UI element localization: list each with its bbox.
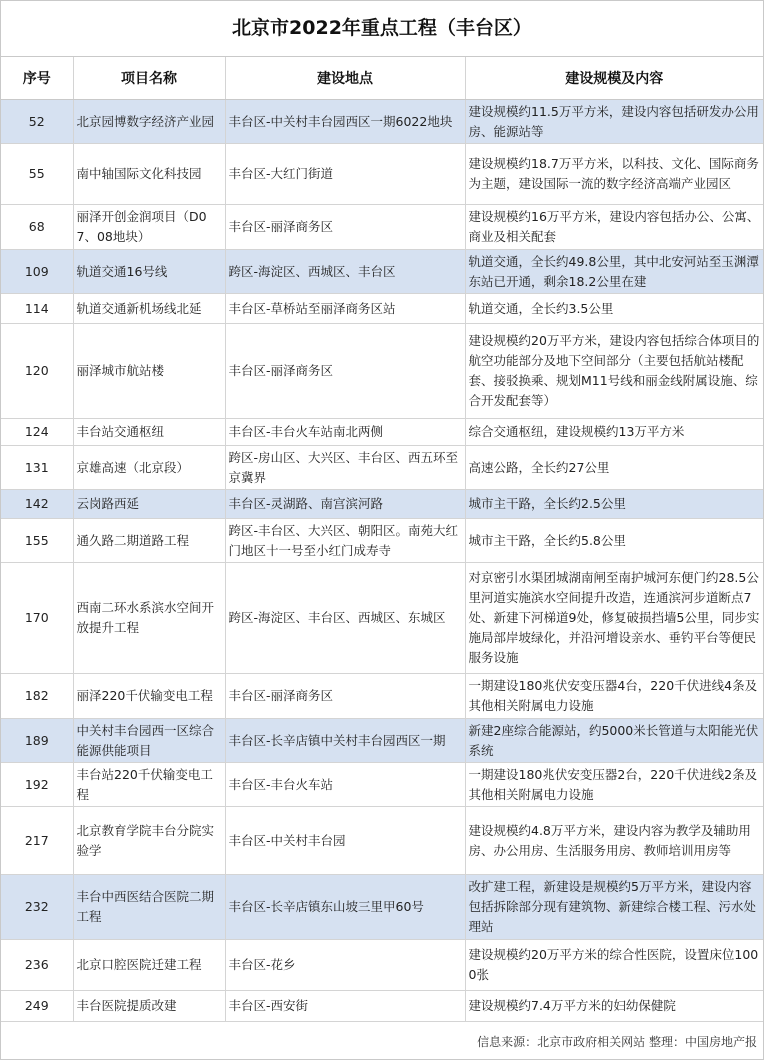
header-project-name: 项目名称 — [73, 57, 225, 100]
cell-location: 丰台区-中关村丰台园 — [225, 807, 465, 875]
cell-project-name: 丽泽220千伏输变电工程 — [73, 674, 225, 719]
cell-location: 跨区-房山区、大兴区、丰台区、西五环至京冀界 — [225, 446, 465, 490]
table-row — [1, 419, 763, 446]
cell-scope: 综合交通枢纽，建设规模约13万平方米 — [465, 419, 763, 446]
cell-project-name: 丰台医院提质改建 — [73, 991, 225, 1022]
cell-scope: 一期建设180兆伏安变压器4台，220千伏进线4条及其他相关附属电力设施 — [465, 674, 763, 719]
page-title: 北京市2022年重点工程（丰台区） — [1, 1, 763, 57]
cell-scope: 建设规模约18.7万平方米，以科技、文化、国际商务为主题，建设国际一流的数字经济高端产业园区 — [465, 144, 763, 205]
cell-location: 丰台区-丽泽商务区 — [225, 674, 465, 719]
cell-project-name: 丰台中西医结合医院二期工程 — [73, 875, 225, 940]
table-row — [1, 490, 763, 519]
table-header-row — [1, 57, 763, 100]
cell-location: 丰台区-丰台火车站南北两侧 — [225, 419, 465, 446]
cell-scope: 改扩建工程，新建设是规模约5万平方米，建设内容包括拆除部分现有建筑物、新建综合楼工程、污水处理站 — [465, 875, 763, 940]
cell-number: 182 — [1, 674, 73, 719]
cell-location: 丰台区-丽泽商务区 — [225, 324, 465, 419]
cell-scope: 建设规模约4.8万平方米，建设内容为教学及辅助用房、办公用房、生活服务用房、教师培训用房等 — [465, 807, 763, 875]
cell-project-name: 中关村丰台园西一区综合能源供能项目 — [73, 719, 225, 763]
cell-scope: 一期建设180兆伏安变压器2台，220千伏进线2条及其他相关附属电力设施 — [465, 763, 763, 807]
table-row — [1, 294, 763, 324]
cell-scope: 建设规模约16万平方米，建设内容包括办公、公寓、商业及相关配套 — [465, 205, 763, 250]
projects-table — [1, 57, 763, 1022]
cell-number: 217 — [1, 807, 73, 875]
table-row — [1, 250, 763, 294]
table-row — [1, 100, 763, 144]
cell-number: 68 — [1, 205, 73, 250]
table-row — [1, 446, 763, 490]
cell-number: 52 — [1, 100, 73, 144]
cell-location: 丰台区-长辛店镇中关村丰台园西区一期 — [225, 719, 465, 763]
cell-number: 142 — [1, 490, 73, 519]
cell-number: 192 — [1, 763, 73, 807]
cell-location: 丰台区-长辛店镇东山坡三里甲60号 — [225, 875, 465, 940]
table-row — [1, 940, 763, 991]
table-row — [1, 807, 763, 875]
cell-number: 155 — [1, 519, 73, 563]
cell-location: 丰台区-草桥站至丽泽商务区站 — [225, 294, 465, 324]
cell-project-name: 南中轴国际文化科技园 — [73, 144, 225, 205]
cell-location: 丰台区-花乡 — [225, 940, 465, 991]
cell-location: 跨区-海淀区、丰台区、西城区、东城区 — [225, 563, 465, 674]
cell-number: 124 — [1, 419, 73, 446]
cell-project-name: 丽泽开创金润项目（D07、08地块） — [73, 205, 225, 250]
header-scope: 建设规模及内容 — [465, 57, 763, 100]
cell-number: 131 — [1, 446, 73, 490]
table-row — [1, 674, 763, 719]
cell-scope: 建设规模约11.5万平方米，建设内容包括研发办公用房、能源站等 — [465, 100, 763, 144]
cell-project-name: 通久路二期道路工程 — [73, 519, 225, 563]
cell-project-name: 云岗路西延 — [73, 490, 225, 519]
table-row — [1, 519, 763, 563]
cell-scope: 城市主干路，全长约5.8公里 — [465, 519, 763, 563]
cell-number: 120 — [1, 324, 73, 419]
cell-number: 189 — [1, 719, 73, 763]
cell-project-name: 丰台站交通枢纽 — [73, 419, 225, 446]
cell-scope: 建设规模约20万平方米，建设内容包括综合体项目的航空功能部分及地下空间部分（主要包括航站楼配套、接驳换乘、规划M11号线和丽金线附属设施、综合开发配套等） — [465, 324, 763, 419]
cell-location: 丰台区-丰台火车站 — [225, 763, 465, 807]
table-row — [1, 763, 763, 807]
table-row — [1, 719, 763, 763]
table-row — [1, 563, 763, 674]
cell-number: 249 — [1, 991, 73, 1022]
table-row — [1, 324, 763, 419]
cell-scope: 建设规模约7.4万平方米的妇幼保健院 — [465, 991, 763, 1022]
cell-number: 55 — [1, 144, 73, 205]
cell-scope: 高速公路，全长约27公里 — [465, 446, 763, 490]
table-row — [1, 205, 763, 250]
cell-project-name: 丽泽城市航站楼 — [73, 324, 225, 419]
cell-location: 丰台区-灵湖路、南宫滨河路 — [225, 490, 465, 519]
cell-location: 丰台区-中关村丰台园西区一期6022地块 — [225, 100, 465, 144]
cell-project-name: 轨道交通16号线 — [73, 250, 225, 294]
source-footer: 信息来源：北京市政府相关网站 整理：中国房地产报 — [477, 1035, 757, 1049]
cell-scope: 轨道交通，全长约49.8公里，其中北安河站至玉渊潭东站已开通，剩余18.2公里在建 — [465, 250, 763, 294]
cell-project-name: 北京教育学院丰台分院实验学 — [73, 807, 225, 875]
cell-location: 跨区-丰台区、大兴区、朝阳区。南苑大红门地区十一号至小红门成寿寺 — [225, 519, 465, 563]
cell-number: 170 — [1, 563, 73, 674]
cell-number: 232 — [1, 875, 73, 940]
cell-location: 丰台区-丽泽商务区 — [225, 205, 465, 250]
cell-scope: 建设规模约20万平方米的综合性医院，设置床位1000张 — [465, 940, 763, 991]
cell-project-name: 北京园博数字经济产业园 — [73, 100, 225, 144]
cell-location: 丰台区-大红门街道 — [225, 144, 465, 205]
cell-project-name: 轨道交通新机场线北延 — [73, 294, 225, 324]
cell-number: 114 — [1, 294, 73, 324]
cell-scope: 轨道交通，全长约3.5公里 — [465, 294, 763, 324]
header-number: 序号 — [1, 57, 73, 100]
cell-project-name: 西南二环水系滨水空间开放提升工程 — [73, 563, 225, 674]
cell-project-name: 北京口腔医院迁建工程 — [73, 940, 225, 991]
cell-scope: 新建2座综合能源站，约5000米长管道与太阳能光伏系统 — [465, 719, 763, 763]
cell-number: 109 — [1, 250, 73, 294]
table-row — [1, 875, 763, 940]
cell-scope: 城市主干路，全长约2.5公里 — [465, 490, 763, 519]
cell-project-name: 丰台站220千伏输变电工程 — [73, 763, 225, 807]
cell-scope: 对京密引水渠团城湖南闸至南护城河东便门约28.5公里河道实施滨水空间提升改造，连通滨河步道断点7处、新建下河梯道9处，修复破损挡墙5公里，同步实施局部岸坡绿化，并沿河增设亲水、垂钓平台等便民服务设施 — [465, 563, 763, 674]
table-row — [1, 144, 763, 205]
cell-location: 丰台区-西安街 — [225, 991, 465, 1022]
cell-number: 236 — [1, 940, 73, 991]
table-row — [1, 991, 763, 1022]
cell-location: 跨区-海淀区、西城区、丰台区 — [225, 250, 465, 294]
header-location: 建设地点 — [225, 57, 465, 100]
cell-project-name: 京雄高速（北京段） — [73, 446, 225, 490]
